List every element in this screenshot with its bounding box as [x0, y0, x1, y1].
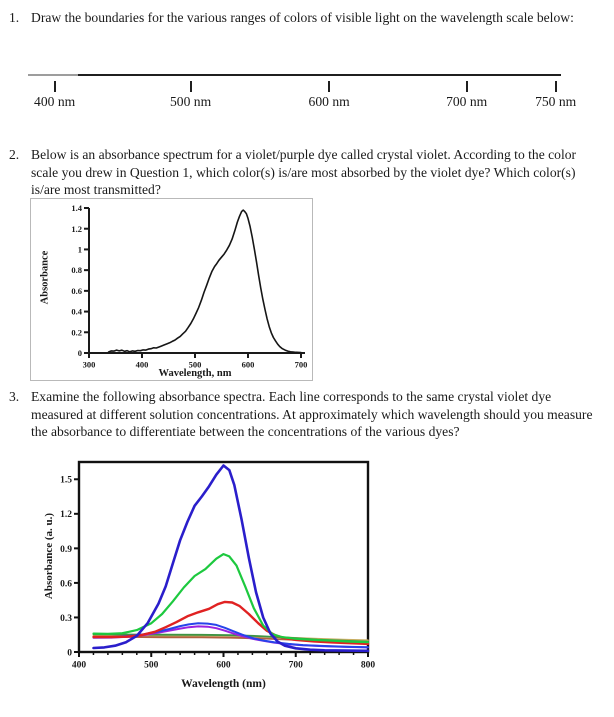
- y-tick-label: 0.3: [60, 613, 72, 624]
- x-tick-label: 500: [188, 359, 202, 370]
- x-tick-label: 600: [241, 359, 255, 370]
- q3-chart-x-axis-label: Wavelength (nm): [181, 678, 266, 690]
- scale-tick: [190, 81, 192, 92]
- scale-tick-label: 500 nm: [169, 94, 212, 109]
- axes: [89, 208, 305, 353]
- y-tick-label: 0.6: [71, 285, 82, 296]
- q3-spectra-chart-figure: [38, 456, 388, 712]
- series-line: [109, 210, 301, 352]
- y-tick-label: 1.5: [60, 475, 72, 486]
- scale-tick: [328, 81, 330, 92]
- scale-tick: [555, 81, 557, 92]
- question-1-text: Draw the boundaries for the various ranges of colors of visible light on the wavelength scale below:: [31, 10, 574, 25]
- x-tick-label: 500: [144, 660, 159, 670]
- scale-tick: [466, 81, 468, 92]
- q3-chart-y-axis-label: Absorbance (a. u.): [43, 512, 55, 600]
- scale-tick-label: 700 nm: [446, 94, 488, 109]
- y-tick-label: 0.6: [60, 579, 72, 590]
- q3-spectra-chart: [55, 456, 385, 670]
- wavelength-scale-line-faded-segment: [28, 74, 78, 76]
- scale-tick: [54, 81, 56, 92]
- scale-tick-label: 600 nm: [308, 94, 350, 109]
- y-tick-label: 0.2: [71, 327, 82, 338]
- wavelength-scale-line: [28, 74, 561, 76]
- y-tick-label: 1: [77, 244, 82, 255]
- y-tick-label: 0.4: [71, 306, 82, 317]
- series-line: [94, 554, 369, 642]
- y-tick-label: 0: [77, 348, 82, 359]
- x-tick-label: 600: [216, 660, 231, 670]
- plot-frame: [79, 462, 368, 652]
- question-1-number: 1.: [9, 10, 20, 25]
- y-tick-label: 0.9: [60, 544, 72, 555]
- question-3-text: Examine the following absorbance spectra. Each line corresponds to the same crystal violet dye measured at different solution concentrations. At approximately which wavelength should you measure the absorbance to differentiate between the concentrations of the various dyes?: [31, 389, 593, 440]
- x-tick-label: 700: [288, 660, 303, 670]
- y-tick-label: 1.2: [71, 223, 82, 234]
- question-2-number: 2.: [9, 147, 20, 162]
- q2-chart-x-axis-label: Wavelength, nm: [158, 368, 232, 379]
- x-tick-label: 400: [71, 660, 87, 670]
- wavelength-scale: [28, 60, 577, 112]
- x-tick-label: 700: [294, 359, 308, 370]
- scale-tick-label: 400 nm: [34, 94, 76, 109]
- y-tick-label: 0: [67, 648, 72, 659]
- q2-absorbance-chart: [31, 199, 312, 380]
- q2-absorbance-chart-figure: [30, 198, 313, 381]
- scale-tick-label: 750 nm: [535, 94, 577, 109]
- x-tick-label: 400: [135, 359, 149, 370]
- q2-chart-y-axis-label: Absorbance: [39, 250, 51, 305]
- y-tick-label: 1.2: [60, 510, 72, 521]
- y-tick-label: 0.8: [71, 265, 82, 276]
- question-3-number: 3.: [9, 389, 20, 404]
- y-tick-label: 1.4: [71, 203, 82, 214]
- x-tick-label: 800: [360, 660, 376, 670]
- question-2-text: Below is an absorbance spectrum for a violet/purple dye called crystal violet. According to the color scale you drew in Question 1, which color(s) is/are most absorbed by the violet dye? Which color(s) is/are most transmitted?: [31, 147, 577, 198]
- x-tick-label: 300: [82, 359, 96, 370]
